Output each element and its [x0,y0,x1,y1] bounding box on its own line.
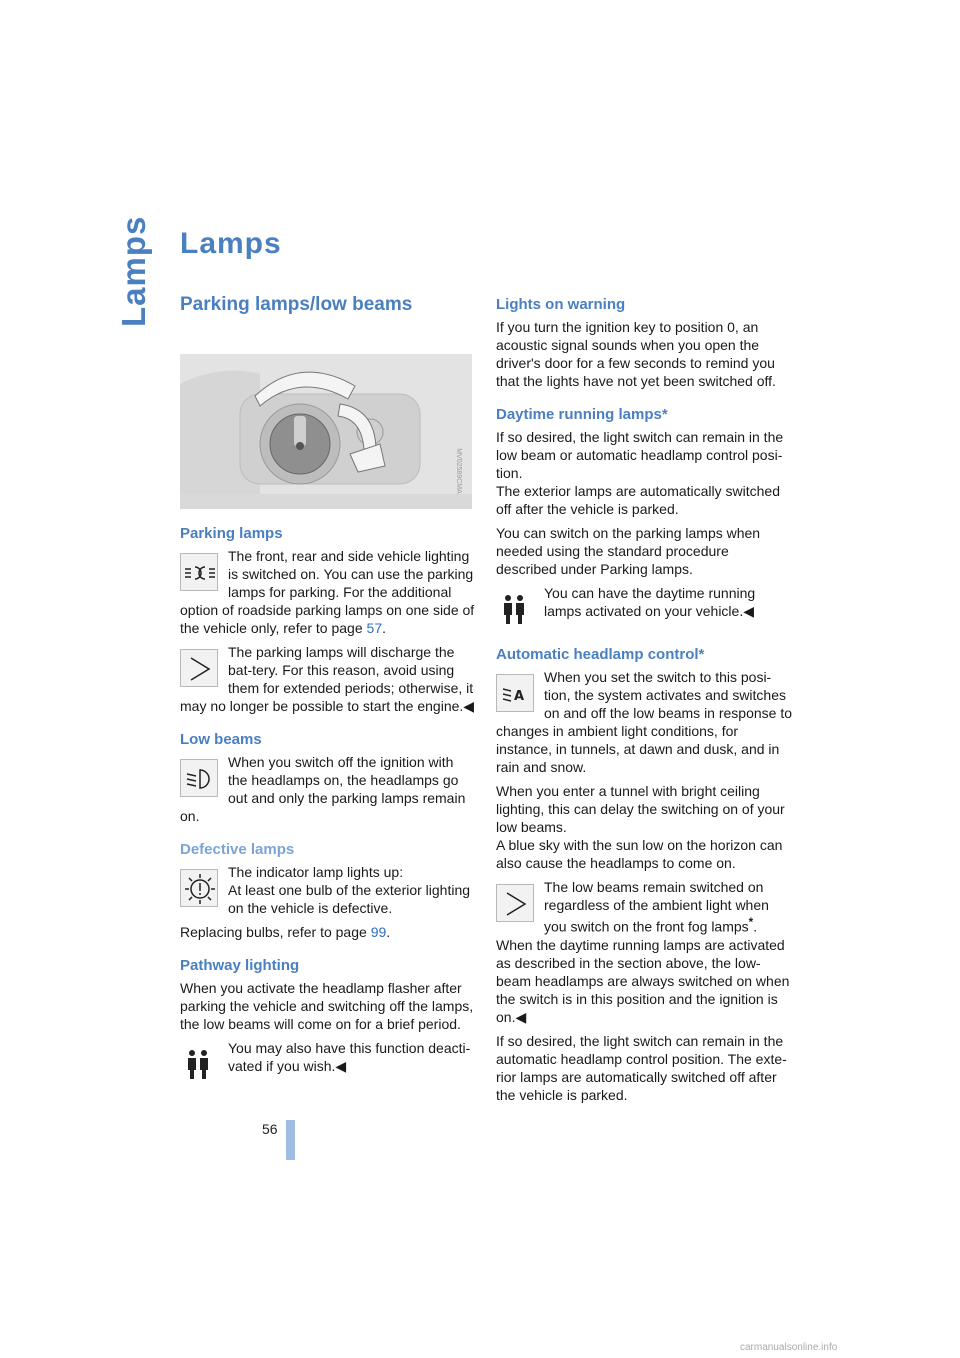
note-triangle-icon [180,649,218,687]
daytime-text-1: If so desired, the light switch can remain in the low beam or automatic headlamp control posi-tion. [496,429,784,481]
parking-lamps-icon [180,553,218,591]
subsection-defective-lamps: Defective lamps [180,841,295,858]
left-column [180,296,476,1091]
daytime-note: You can have the daytime running lamps activated on your vehicle.◀ [496,584,792,630]
svg-text:A: A [514,689,525,704]
automatic-headlamp-icon [496,674,534,712]
service-technician-icon [180,1045,218,1083]
bulb-failure-warning-icon [180,869,218,907]
lights-on-warning-text: If you turn the ignition key to position 0, an acoustic signal sounds when you open the driver's door for a few seconds to remind you that the lights have not yet been switched off. [496,319,776,389]
pathway-note: You may also have this function deacti-vated if you wish.◀ [180,1039,476,1085]
auto-headlamp-paragraph: A When you set the switch to this posi-tion, the system activates and switches on and off the low beams in response to changes in ambient light conditions, for instance, in tunnels, at dawn and dusk, and in rain and snow. [496,669,792,775]
page-number: 56 [262,1121,278,1137]
image-reference-code: MV02589CMA [455,448,463,494]
page-title: Lamps [180,227,282,260]
daytime-text-2: The exterior lamps are automatically switched off after the vehicle is parked. [496,483,781,517]
page-number-bar [286,1120,295,1160]
auto-text-sky: A blue sky with the sun low on the horizon can also cause the headlamps to come on. [496,837,783,871]
subsection-pathway-lighting: Pathway lighting [180,957,300,974]
battery-note: The parking lamps will discharge the bat-tery. For this reason, avoid using them for extended periods; otherwise, it may no longer be possible to start the engine.◀ [180,644,475,714]
subsection-lights-on-warning: Lights on warning [496,296,626,313]
low-beams-icon [180,759,218,797]
subsection-parking-lamps: Parking lamps [180,525,283,542]
watermark: carmanualsonline.info [740,1342,838,1353]
light-switch-illustration [180,354,472,509]
subsection-daytime-running-lamps: Daytime running lamps* [496,406,668,423]
auto-text-parked: If so desired, the light switch can remain in the automatic headlamp control position. The exte-rior lamps are automatically switched off after the vehicle is parked. [496,1032,787,1103]
pathway-lighting-text: When you activate the headlamp flasher after parking the vehicle and switching off the lamps, the low beams will come on for a brief period. [180,980,474,1032]
section-title-parking-low-beams: Parking lamps/low beams [180,294,413,315]
auto-text-tunnel: When you enter a tunnel with bright ceiling lighting, this can delay the switching on of your low beams. [496,783,785,835]
defective-lamps-paragraph: The indicator lamp lights up: At least one bulb of the exterior lighting on the vehicle is defective. [180,863,476,917]
parking-lamps-paragraph: The front, rear and side vehicle lighting is switched on. You can use the parking lamps for parking. For the additional option of roadside parking lamps on one side of the vehicle only, refer to page 57. [180,548,475,636]
note-triangle-icon [496,884,534,922]
fog-lamps-note: The low beams remain switched on regardless of the ambient light when you switch on the front fog lamps*. When the daytime running lamps are activated as described in the section above, the low-beam headlamps are always switched on when the switch is in this position and the ignition is on.◀ [496,879,790,1025]
page-57-link[interactable]: 57 [366,620,383,636]
daytime-text-3: You can switch on the parking lamps when needed using the standard procedure described under Parking lamps. [496,525,761,577]
low-beams-paragraph: When you switch off the ignition with the headlamps on, the headlamps go out and only the parking lamps remain on. [180,754,466,824]
right-column [496,296,792,1110]
subsection-low-beams: Low beams [180,731,262,748]
side-chapter-title: Lamps [115,215,152,327]
subsection-automatic-headlamp-control: Automatic headlamp control* [496,646,705,663]
service-technician-icon [496,590,534,628]
replacing-bulbs-text: Replacing bulbs, refer to page 99. [180,924,391,940]
light-switch-photo [180,354,472,509]
page-99-link[interactable]: 99 [370,924,387,940]
